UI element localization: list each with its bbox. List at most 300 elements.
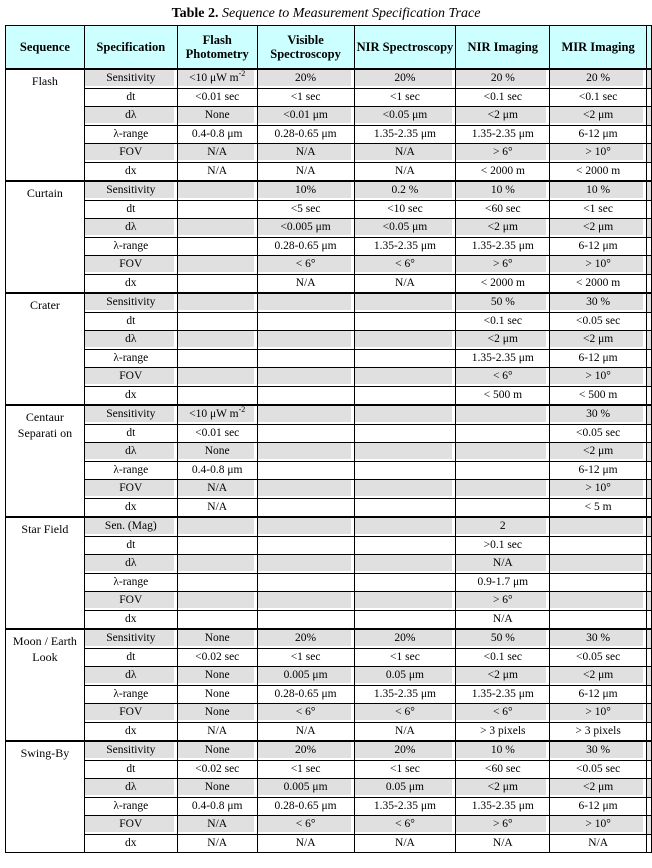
value-cell: 1.35-2.35 μm: [456, 685, 550, 704]
header-cell: Visible Spectroscopy: [257, 26, 354, 70]
value-cell: <0.1 sec: [456, 88, 550, 107]
value-cell: [456, 405, 550, 424]
row-edge: [646, 312, 651, 331]
specification-cell: λ-range: [84, 573, 177, 592]
specification-cell: dλ: [84, 219, 177, 238]
value-cell: < 2000 m: [456, 162, 550, 181]
value-cell: > 10°: [550, 256, 647, 275]
value-cell: N/A: [257, 834, 354, 853]
value-cell: 50 %: [456, 629, 550, 648]
value-cell: [177, 592, 257, 611]
value-cell: [177, 237, 257, 256]
value-cell: [456, 498, 550, 517]
value-cell: > 10°: [550, 816, 647, 835]
value-cell: < 6°: [354, 704, 456, 723]
value-cell: 30 %: [550, 741, 647, 760]
table-row: [6, 368, 652, 387]
table-row: [6, 667, 652, 686]
specification-cell: Sensitivity: [84, 181, 177, 200]
specification-cell: Sensitivity: [84, 405, 177, 424]
table-row: [6, 536, 652, 555]
value-cell: < 5 m: [550, 498, 647, 517]
value-cell: > 10°: [550, 144, 647, 163]
table-row: [6, 760, 652, 779]
value-cell: [177, 312, 257, 331]
value-cell: N/A: [257, 144, 354, 163]
value-cell: < 6°: [257, 256, 354, 275]
row-edge: [646, 573, 651, 592]
table-body: [6, 69, 652, 853]
value-cell: 0.005 μm: [257, 667, 354, 686]
value-cell: 6-12 μm: [550, 125, 647, 144]
value-cell: <0.05 sec: [550, 760, 647, 779]
value-cell: 10 %: [456, 741, 550, 760]
row-edge: [646, 741, 651, 760]
row-edge: [646, 368, 651, 387]
value-cell: 0.2 %: [354, 181, 456, 200]
value-cell: N/A: [257, 274, 354, 293]
value-cell: [257, 312, 354, 331]
specification-cell: FOV: [84, 704, 177, 723]
value-cell: 30 %: [550, 405, 647, 424]
sequence-cell: Moon / Earth Look: [6, 629, 85, 741]
row-edge: [646, 293, 651, 312]
value-cell: [177, 181, 257, 200]
value-cell: <0.1 sec: [456, 312, 550, 331]
value-cell: 30 %: [550, 629, 647, 648]
value-cell: 0.28-0.65 μm: [257, 685, 354, 704]
value-cell: 6-12 μm: [550, 685, 647, 704]
value-cell: > 10°: [550, 480, 647, 499]
specification-cell: dλ: [84, 555, 177, 574]
value-cell: < 6°: [257, 816, 354, 835]
table-row: [6, 219, 652, 238]
value-cell: 20%: [354, 741, 456, 760]
exponent: -2: [238, 69, 246, 79]
value-cell: [456, 443, 550, 462]
value-cell: [550, 517, 647, 536]
specification-cell: dλ: [84, 667, 177, 686]
value-cell: [177, 610, 257, 629]
value-cell: [257, 349, 354, 368]
table-row: [6, 797, 652, 816]
value-cell: <0.02 sec: [177, 648, 257, 667]
row-edge: [646, 760, 651, 779]
value-cell: [354, 573, 456, 592]
value-cell: [354, 610, 456, 629]
row-edge: [646, 610, 651, 629]
value-cell: < 6°: [456, 368, 550, 387]
table-row: [6, 779, 652, 798]
value-cell: > 10°: [550, 704, 647, 723]
value-cell: > 6°: [456, 816, 550, 835]
value-cell: N/A: [354, 144, 456, 163]
value-cell: [257, 573, 354, 592]
value-cell: 10 %: [456, 181, 550, 200]
value-cell: <0.005 μm: [257, 219, 354, 238]
value-cell: 1.35-2.35 μm: [354, 797, 456, 816]
value-cell: [354, 443, 456, 462]
row-edge: [646, 181, 651, 200]
value-cell: < 6°: [257, 704, 354, 723]
header-cell: Flash Photometry: [177, 26, 257, 70]
value-cell: 20%: [257, 741, 354, 760]
table-row: [6, 685, 652, 704]
value-cell: < 2000 m: [456, 274, 550, 293]
value-cell: N/A: [354, 274, 456, 293]
value-cell: <1 sec: [257, 760, 354, 779]
table-row: [6, 592, 652, 611]
value-cell: 30 %: [550, 293, 647, 312]
value-cell: [257, 424, 354, 443]
specification-cell: dt: [84, 312, 177, 331]
value-cell: 20%: [257, 69, 354, 88]
specification-cell: FOV: [84, 256, 177, 275]
table-row: [6, 405, 652, 424]
value-cell: 20%: [354, 629, 456, 648]
value-cell: 10%: [257, 181, 354, 200]
row-edge: [646, 704, 651, 723]
table-row: [6, 274, 652, 293]
specification-cell: dx: [84, 610, 177, 629]
value-cell: <0.05 sec: [550, 312, 647, 331]
table-row: [6, 293, 652, 312]
value-cell: > 6°: [456, 256, 550, 275]
table-row: [6, 834, 652, 853]
value-cell: [257, 610, 354, 629]
specification-cell: FOV: [84, 480, 177, 499]
value-cell: [354, 592, 456, 611]
row-edge: [646, 88, 651, 107]
value-cell: <5 sec: [257, 200, 354, 219]
value-cell: > 10°: [550, 368, 647, 387]
value-cell: > 3 pixels: [550, 722, 647, 741]
value-cell: <2 μm: [456, 331, 550, 350]
specification-cell: dx: [84, 386, 177, 405]
value-cell: N/A: [456, 555, 550, 574]
value-cell: 20%: [257, 629, 354, 648]
value-cell: 50 %: [456, 293, 550, 312]
specification-cell: dλ: [84, 107, 177, 126]
value-cell: <2 μm: [550, 331, 647, 350]
value-cell: <2 μm: [550, 443, 647, 462]
specification-cell: dλ: [84, 443, 177, 462]
specification-cell: dt: [84, 424, 177, 443]
row-edge: [646, 536, 651, 555]
value-cell: <2 μm: [550, 219, 647, 238]
value-cell: <60 sec: [456, 760, 550, 779]
table-row: [6, 704, 652, 723]
value-cell: [354, 349, 456, 368]
specification-cell: FOV: [84, 144, 177, 163]
value-cell: N/A: [456, 610, 550, 629]
value-cell: <2 μm: [456, 667, 550, 686]
exponent: -2: [238, 405, 246, 415]
value-cell: < 2000 m: [550, 274, 647, 293]
specification-cell: Sen. (Mag): [84, 517, 177, 536]
value-cell: 1.35-2.35 μm: [354, 237, 456, 256]
header-row: [6, 26, 652, 70]
spec-trace-table: [5, 25, 652, 853]
row-edge: [646, 592, 651, 611]
value-cell: [456, 461, 550, 480]
table-row: [6, 125, 652, 144]
specification-cell: FOV: [84, 816, 177, 835]
value-cell: [354, 517, 456, 536]
value-cell: <0.01 sec: [177, 88, 257, 107]
table-row: [6, 480, 652, 499]
value-cell: <0.05 sec: [550, 648, 647, 667]
table-row: [6, 200, 652, 219]
value-cell: <10 μW $m^{-2}$: [177, 69, 257, 88]
table-row: [6, 573, 652, 592]
value-cell: <1 sec: [257, 88, 354, 107]
value-cell: < 2000 m: [550, 162, 647, 181]
row-edge: [646, 648, 651, 667]
specification-cell: λ-range: [84, 685, 177, 704]
value-cell: None: [177, 741, 257, 760]
value-cell: [177, 219, 257, 238]
value-cell: 0.28-0.65 μm: [257, 797, 354, 816]
value-cell: <2 μm: [456, 107, 550, 126]
value-cell: <10 sec: [354, 200, 456, 219]
value-cell: 6-12 μm: [550, 461, 647, 480]
row-edge: [646, 69, 651, 88]
value-cell: None: [177, 685, 257, 704]
value-cell: None: [177, 667, 257, 686]
value-cell: [354, 331, 456, 350]
value-cell: 1.35-2.35 μm: [456, 237, 550, 256]
value-cell: 20 %: [456, 69, 550, 88]
table-row: [6, 722, 652, 741]
value-cell: [354, 480, 456, 499]
value-cell: [177, 256, 257, 275]
value-cell: 10 %: [550, 181, 647, 200]
specification-cell: λ-range: [84, 125, 177, 144]
value-cell: [354, 424, 456, 443]
value-cell: <10 μW $m^{-2}$: [177, 405, 257, 424]
value-cell: [257, 405, 354, 424]
table-row: [6, 424, 652, 443]
row-edge: [646, 256, 651, 275]
specification-cell: FOV: [84, 592, 177, 611]
specification-cell: λ-range: [84, 797, 177, 816]
value-cell: N/A: [550, 834, 647, 853]
value-cell: N/A: [177, 480, 257, 499]
specification-cell: λ-range: [84, 461, 177, 480]
specification-cell: dt: [84, 88, 177, 107]
value-cell: <2 μm: [456, 219, 550, 238]
sequence-cell: Star Field: [6, 517, 85, 629]
value-cell: [354, 555, 456, 574]
value-cell: > 6°: [456, 592, 550, 611]
value-cell: [550, 573, 647, 592]
row-edge: [646, 722, 651, 741]
specification-cell: λ-range: [84, 349, 177, 368]
value-cell: <1 sec: [354, 648, 456, 667]
value-cell: <1 sec: [550, 200, 647, 219]
row-edge: [646, 274, 651, 293]
header-cell: NIR Imaging: [456, 26, 550, 70]
value-cell: [177, 349, 257, 368]
value-cell: <1 sec: [354, 760, 456, 779]
value-cell: [354, 536, 456, 555]
value-cell: N/A: [177, 162, 257, 181]
value-cell: >0.1 sec: [456, 536, 550, 555]
value-cell: [177, 293, 257, 312]
value-cell: N/A: [177, 816, 257, 835]
row-edge: [646, 349, 651, 368]
value-cell: N/A: [456, 834, 550, 853]
value-cell: 0.9-1.7 μm: [456, 573, 550, 592]
table-row: [6, 386, 652, 405]
value-cell: 6-12 μm: [550, 349, 647, 368]
table-row: [6, 629, 652, 648]
value-cell: <2 μm: [550, 779, 647, 798]
value-cell: [257, 517, 354, 536]
value-cell: [354, 368, 456, 387]
specification-cell: Sensitivity: [84, 741, 177, 760]
value-cell: <2 μm: [550, 107, 647, 126]
table-row: [6, 107, 652, 126]
caption-title: Sequence to Measurement Specification Trace: [222, 6, 481, 21]
value-cell: <0.05 sec: [550, 424, 647, 443]
value-cell: [550, 592, 647, 611]
value-cell: 6-12 μm: [550, 237, 647, 256]
header-cell: Specification: [84, 26, 177, 70]
specification-cell: dλ: [84, 779, 177, 798]
header-edge: [646, 26, 651, 70]
specification-cell: FOV: [84, 368, 177, 387]
value-cell: [456, 480, 550, 499]
value-cell: [257, 331, 354, 350]
row-edge: [646, 162, 651, 181]
row-edge: [646, 405, 651, 424]
row-edge: [646, 816, 651, 835]
value-cell: < 6°: [354, 816, 456, 835]
value-cell: [354, 461, 456, 480]
value-cell: [354, 386, 456, 405]
value-cell: 20%: [354, 69, 456, 88]
value-cell: N/A: [354, 722, 456, 741]
value-cell: [257, 498, 354, 517]
row-edge: [646, 125, 651, 144]
table-row: [6, 237, 652, 256]
table-row: [6, 88, 652, 107]
value-cell: <1 sec: [354, 88, 456, 107]
value-cell: < 500 m: [456, 386, 550, 405]
value-cell: [354, 312, 456, 331]
specification-cell: dt: [84, 648, 177, 667]
value-cell: [177, 386, 257, 405]
specification-cell: Sensitivity: [84, 293, 177, 312]
value-cell: 20 %: [550, 69, 647, 88]
value-cell: 0.05 μm: [354, 779, 456, 798]
value-cell: None: [177, 704, 257, 723]
specification-cell: dt: [84, 200, 177, 219]
row-edge: [646, 667, 651, 686]
value-cell: 1.35-2.35 μm: [354, 685, 456, 704]
row-edge: [646, 331, 651, 350]
value-cell: N/A: [257, 722, 354, 741]
header-cell: Sequence: [6, 26, 85, 70]
value-cell: 0.28-0.65 μm: [257, 237, 354, 256]
value-cell: [550, 536, 647, 555]
row-edge: [646, 144, 651, 163]
value-cell: [177, 555, 257, 574]
value-cell: [257, 443, 354, 462]
value-cell: 0.005 μm: [257, 779, 354, 798]
specification-cell: dx: [84, 722, 177, 741]
value-cell: None: [177, 443, 257, 462]
specification-cell: dx: [84, 834, 177, 853]
specification-cell: dx: [84, 498, 177, 517]
specification-cell: dt: [84, 536, 177, 555]
row-edge: [646, 498, 651, 517]
table-row: [6, 816, 652, 835]
row-edge: [646, 779, 651, 798]
table-row: [6, 610, 652, 629]
specification-cell: dx: [84, 162, 177, 181]
sequence-cell: Curtain: [6, 181, 85, 293]
value-cell: N/A: [257, 162, 354, 181]
row-edge: [646, 461, 651, 480]
table-row: [6, 648, 652, 667]
value-cell: 0.28-0.65 μm: [257, 125, 354, 144]
table-row: [6, 69, 652, 88]
specification-cell: λ-range: [84, 237, 177, 256]
value-cell: [456, 424, 550, 443]
row-edge: [646, 797, 651, 816]
value-cell: < 6°: [354, 256, 456, 275]
value-cell: <0.01 sec: [177, 424, 257, 443]
value-cell: <2 μm: [550, 667, 647, 686]
table-caption: [0, 6, 652, 22]
value-cell: [177, 368, 257, 387]
table-row: [6, 256, 652, 275]
table-row: [6, 443, 652, 462]
sequence-cell: Crater: [6, 293, 85, 405]
value-cell: N/A: [177, 722, 257, 741]
value-cell: None: [177, 107, 257, 126]
sequence-cell: Swing-By: [6, 741, 85, 853]
row-edge: [646, 237, 651, 256]
value-cell: <0.01 μm: [257, 107, 354, 126]
value-cell: 0.05 μm: [354, 667, 456, 686]
value-cell: [177, 517, 257, 536]
value-cell: [257, 386, 354, 405]
value-cell: 1.35-2.35 μm: [456, 125, 550, 144]
specification-cell: dt: [84, 760, 177, 779]
specification-cell: dλ: [84, 331, 177, 350]
row-edge: [646, 834, 651, 853]
value-cell: <0.1 sec: [456, 648, 550, 667]
header-cell: NIR Spectroscopy: [354, 26, 456, 70]
value-cell: <0.05 μm: [354, 107, 456, 126]
value-cell: [257, 293, 354, 312]
caption-label: Table 2.: [171, 6, 219, 21]
value-cell: [257, 555, 354, 574]
row-edge: [646, 107, 651, 126]
value-cell: <1 sec: [257, 648, 354, 667]
value-cell: <0.05 μm: [354, 219, 456, 238]
specification-cell: Sensitivity: [84, 629, 177, 648]
table-row: [6, 741, 652, 760]
value-cell: [354, 405, 456, 424]
row-edge: [646, 517, 651, 536]
value-cell: None: [177, 629, 257, 648]
specification-cell: dx: [84, 274, 177, 293]
